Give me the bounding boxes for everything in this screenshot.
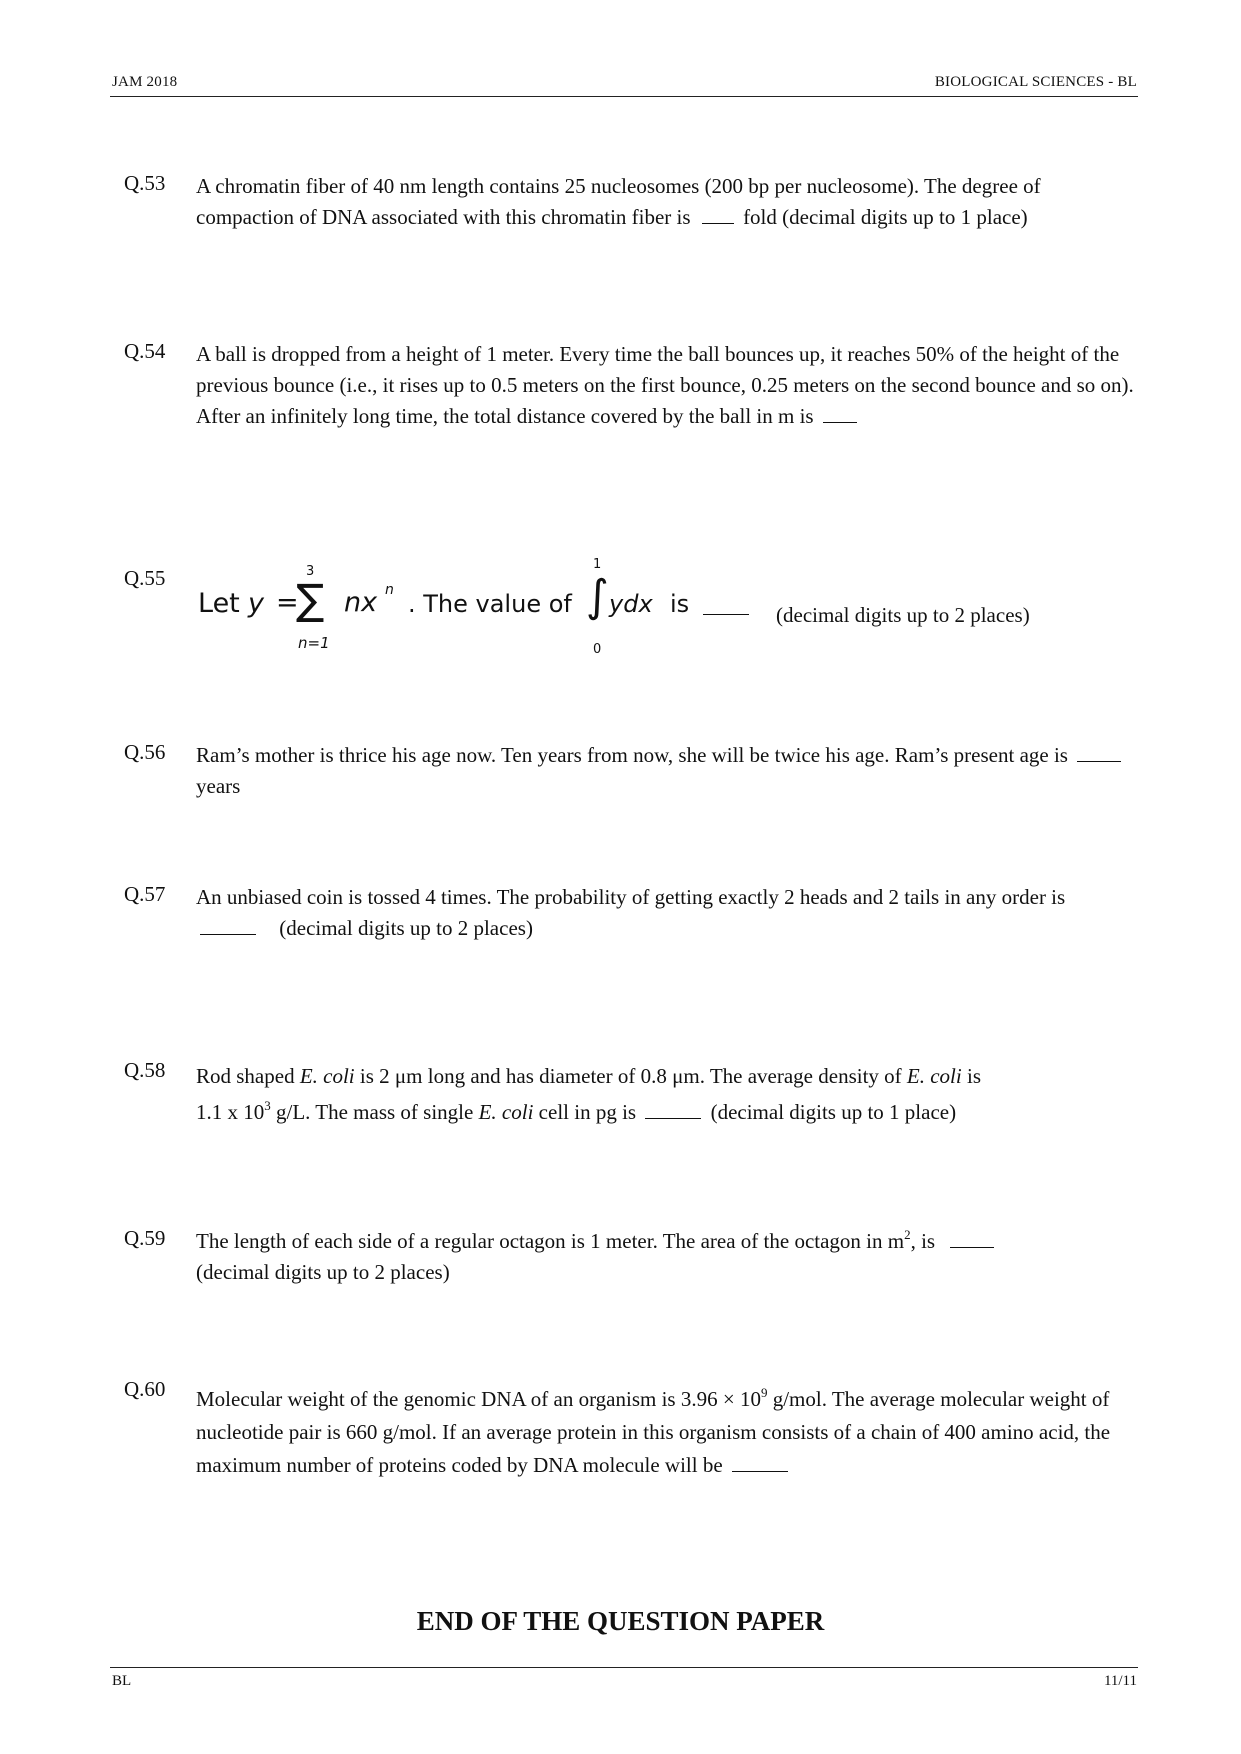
- summation-formula: [196, 557, 1156, 666]
- question-text-part: g/mol. The average molecular weight of nucleotide pair is 660 g/mol. If an average protein in this organism consists of a chain of 400 amino acid, the maximum number of proteins coded by DNA molecule will be: [196, 1387, 1111, 1477]
- question-text: [196, 1058, 1136, 1130]
- answer-blank: [950, 1229, 994, 1248]
- question-text: [196, 339, 1136, 432]
- answer-blank: [200, 916, 256, 935]
- sum-lower-limit: n=1: [298, 634, 330, 652]
- exponent: 9: [760, 1385, 768, 1400]
- question-text-part: An unbiased coin is tossed 4 times. The probability of getting exactly 2 heads and 2 tails in any order is: [196, 885, 1066, 909]
- question-text-part: Ram’s mother is thrice his age now. Ten years from now, she will be twice his age. Ram’s present age is: [196, 743, 1068, 767]
- question-text-part: A ball is dropped from a height of 1 meter. Every time the ball bounces up, it reaches 50% of the height of the previous bounce (i.e., it rises up to 0.5 meters on the first bounce, 0.25 meters on the second bounce and so on). After an infinitely long time, the total distance covered by the ball in m is: [196, 342, 1134, 428]
- question-number: Q.54: [124, 339, 166, 363]
- answer-blank: [645, 1100, 701, 1119]
- precision-note: (decimal digits up to 2 places): [776, 603, 1030, 627]
- question-number: Q.58: [124, 1058, 166, 1082]
- species-name: E. coli: [478, 1100, 534, 1124]
- question-text-part: The length of each side of a regular octagon is 1 meter. The area of the octagon in m: [196, 1229, 905, 1253]
- header-subject: BIOLOGICAL SCIENCES - BL: [934, 74, 1137, 90]
- question-text-part: is 2 μm long and has diameter of 0.8 μm. The average density of: [359, 1064, 902, 1088]
- answer-blank: [823, 404, 857, 423]
- question-text-part: is: [966, 1064, 981, 1088]
- answer-blank: [703, 596, 749, 615]
- question-text-part: cell in pg is: [538, 1100, 637, 1124]
- question-number: Q.59: [124, 1226, 166, 1250]
- header-rule: [110, 96, 1138, 97]
- integral-lower-limit: 0: [593, 642, 602, 657]
- question-text-part: fold (decimal digits up to 1 place): [743, 205, 1028, 229]
- question-number: Q.55: [124, 566, 166, 590]
- question-text-part: g/L. The mass of single: [276, 1100, 474, 1124]
- question-text-part: years: [196, 774, 241, 798]
- formula-integrand: ydx: [609, 590, 653, 618]
- question-number: Q.60: [124, 1377, 166, 1401]
- integral-upper-limit: 1: [593, 557, 602, 572]
- footer-rule: [110, 1667, 1138, 1668]
- exponent: 2: [904, 1227, 911, 1242]
- question-number: Q.56: [124, 740, 166, 764]
- question-text: [196, 740, 1136, 802]
- species-name: E. coli: [299, 1064, 355, 1088]
- question-text-part: 1.1 x 10: [196, 1100, 265, 1124]
- question-text: [196, 171, 1136, 233]
- question-text-part: (decimal digits up to 2 places): [279, 916, 533, 940]
- question-text: [196, 882, 1136, 944]
- question-text-part: , is: [910, 1229, 936, 1253]
- sum-upper-limit: 3: [306, 564, 315, 579]
- sigma-symbol: ∑: [296, 575, 325, 624]
- answer-blank: [732, 1453, 788, 1472]
- answer-blank: [702, 205, 734, 224]
- formula-let: Let: [198, 588, 240, 619]
- species-name: E. coli: [906, 1064, 962, 1088]
- question-line: [196, 1058, 1136, 1094]
- integral-symbol: ∫: [586, 571, 609, 622]
- question-text: [196, 1383, 1136, 1482]
- question-line: (decimal digits up to 2 places): [196, 1260, 450, 1284]
- question-text-part: (decimal digits up to 1 place): [710, 1100, 957, 1124]
- question-line: [196, 1226, 1136, 1257]
- header-exam-title: JAM 2018: [112, 74, 178, 90]
- exponent: 3: [264, 1098, 271, 1113]
- footer-code: BL: [112, 1673, 132, 1689]
- formula-exponent: n: [385, 582, 394, 598]
- question-number: Q.53: [124, 171, 166, 195]
- formula-equals: =: [276, 587, 299, 618]
- formula-is: is: [670, 590, 690, 618]
- page-number: 11/11: [1103, 1673, 1137, 1689]
- end-of-paper-title: END OF THE QUESTION PAPER: [416, 1606, 825, 1636]
- question-line: [196, 1094, 1136, 1130]
- question-text-part: Molecular weight of the genomic DNA of an organism is 3.96 × 10: [196, 1387, 761, 1411]
- formula-value-of: . The value of: [408, 590, 572, 618]
- question-text: [196, 1226, 1136, 1288]
- formula-y: y: [248, 588, 264, 619]
- question-text-part: Rod shaped: [196, 1064, 295, 1088]
- answer-blank: [1077, 743, 1121, 762]
- question-number: Q.57: [124, 882, 166, 906]
- question-text-part: A chromatin fiber of 40 nm length contains 25 nucleosomes (200 bp per nucleosome). The degree of compaction of DNA associated with this chromatin fiber is: [196, 174, 1041, 229]
- formula-term: nx: [344, 587, 378, 618]
